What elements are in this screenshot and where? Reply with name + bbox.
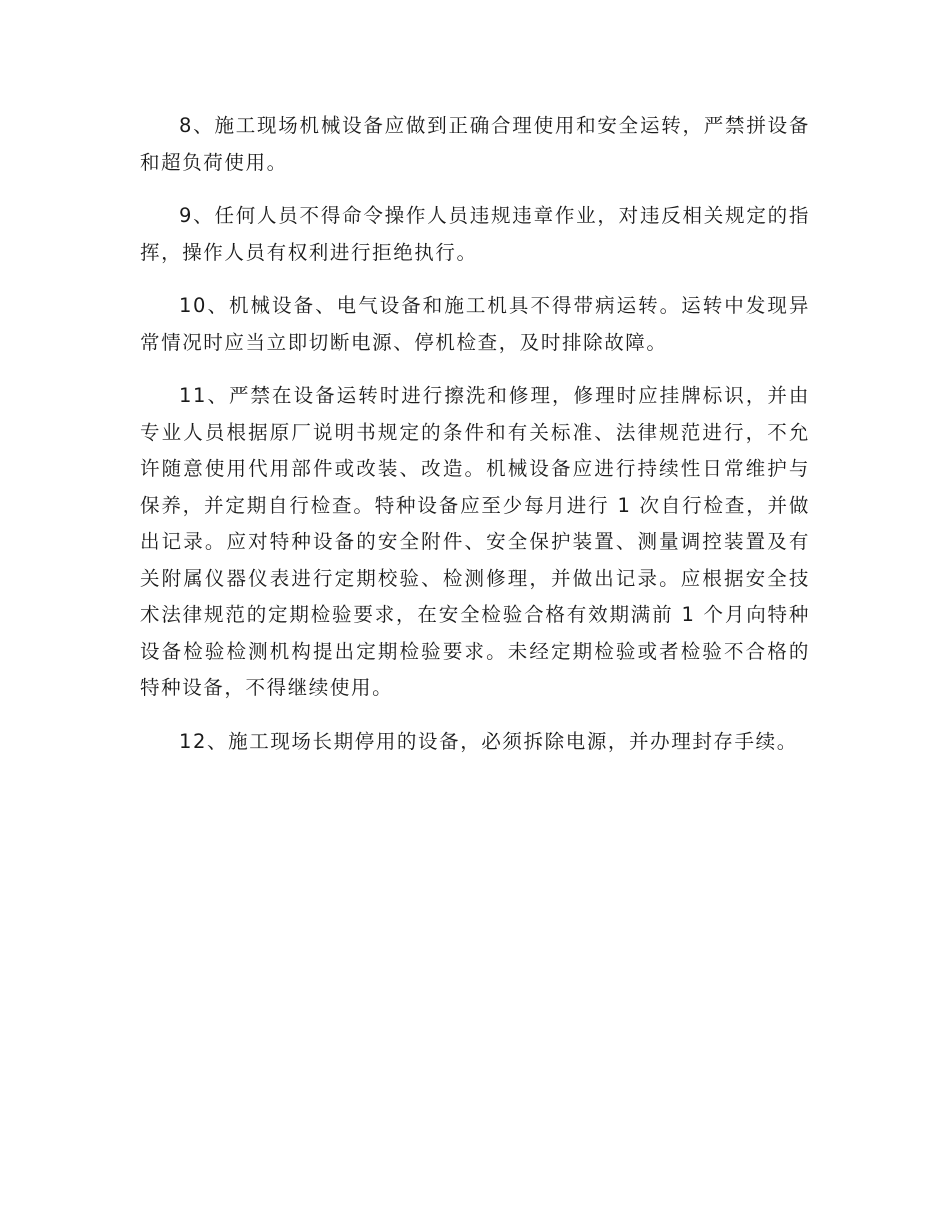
paragraph-item-11: 11、严禁在设备运转时进行擦洗和修理，修理时应挂牌标识，并由专业人员根据原厂说明书规定的条件和有关标准、法律规范进行，不允许随意使用代用部件或改装、改造。机械设备应进行持续性日常维护与保养，并定期自行检查。特种设备应至少每月进行 1 次自行检查，并做出记录。应对特种设备的安全附件、安全保护装置、测量调控装置及有关附属仪器仪表进行定期校验、检测修理，并做出记录。应根据安全技术法律规范的定期检验要求，在安全检验合格有效期满前 1 个月向特种设备检验检测机构提出定期检验要求。未经定期检验或者检验不合格的特种设备，不得继续使用。: [140, 384, 810, 699]
paragraph-item-12: 12、施工现场长期停用的设备，必须拆除电源，并办理封存手续。: [179, 729, 798, 753]
paragraph-item-10: 10、机械设备、电气设备和施工机具不得带病运转。运转中发现异常情况时应当立即切断电源、停机检查，及时排除故障。: [140, 294, 810, 354]
paragraph-item-9: 9、任何人员不得命令操作人员违规违章作业，对违反相关规定的指挥，操作人员有权利进行拒绝执行。: [140, 204, 810, 264]
paragraph-item-8: 8、施工现场机械设备应做到正确合理使用和安全运转，严禁拼设备和超负荷使用。: [140, 114, 810, 174]
document-body: [140, 108, 810, 777]
